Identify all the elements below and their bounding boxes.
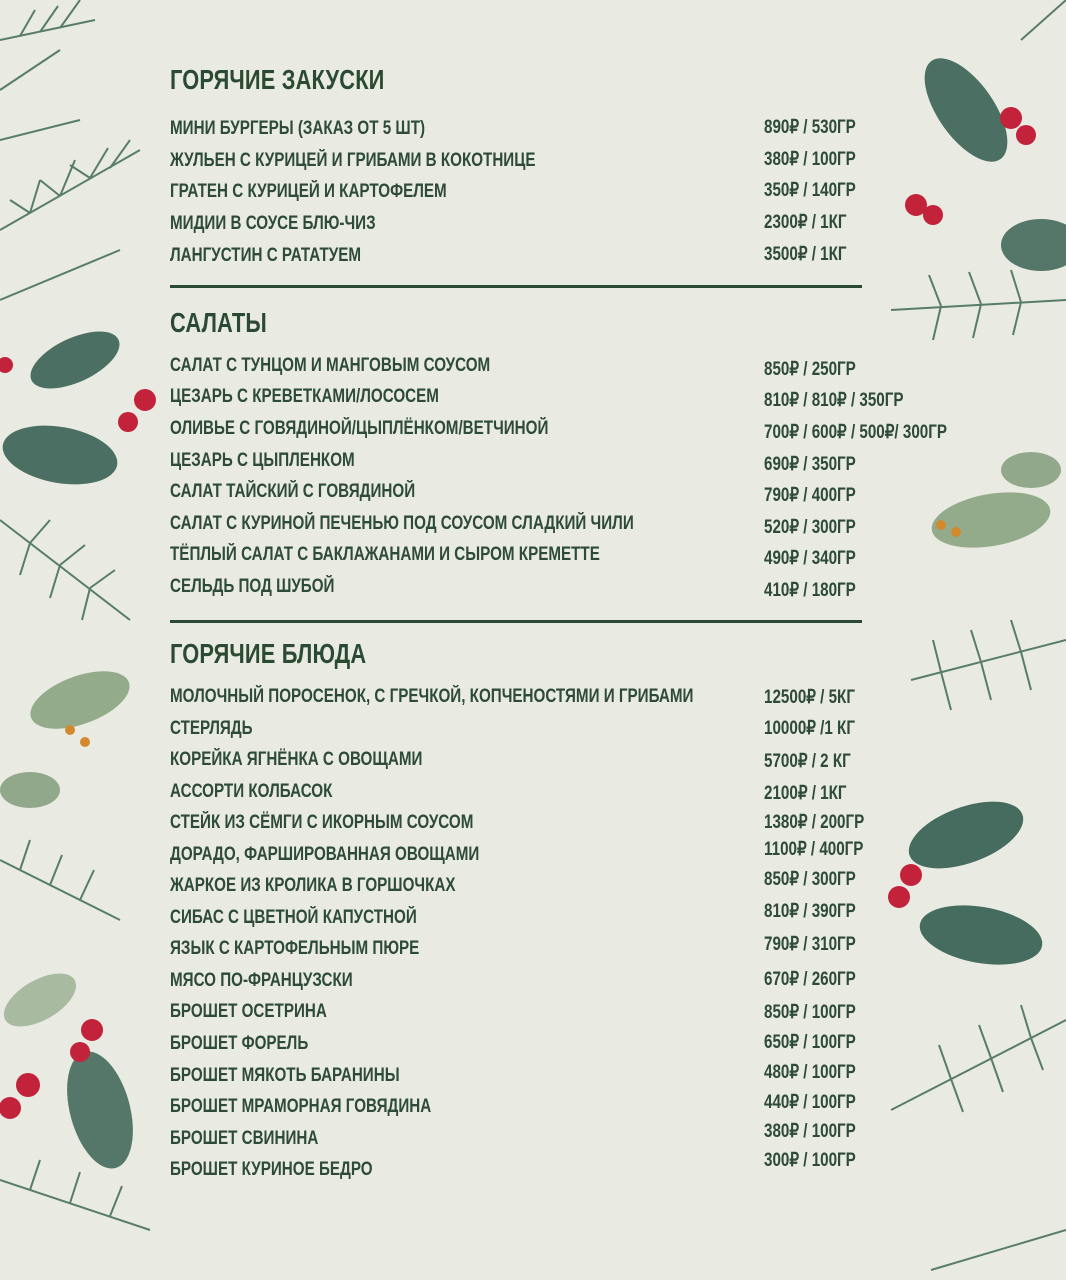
item-name: БРОШЕТ СВИНИНА [170, 1128, 319, 1149]
item-price: 850₽ / 300ГР [764, 869, 856, 890]
item-price: 10000₽ /1 КГ [764, 718, 855, 739]
item-name: ЖУЛЬЕН С КУРИЦЕЙ И ГРИБАМИ В КОКОТНИЦЕ [170, 150, 536, 171]
item-name: СТЕРЛЯДЬ [170, 718, 253, 739]
item-name: БРОШЕТ МРАМОРНАЯ ГОВЯДИНА [170, 1096, 432, 1117]
section-title-hot-appetizers: ГОРЯЧИЕ ЗАКУСКИ [170, 64, 385, 95]
item-name: СЕЛЬДЬ ПОД ШУБОЙ [170, 576, 335, 597]
section-divider [170, 620, 862, 623]
item-name: ЦЕЗАРЬ С ЦЫПЛЕНКОМ [170, 450, 355, 471]
item-price: 850₽ / 100ГР [764, 1002, 856, 1023]
item-name: ТЁПЛЫЙ САЛАТ С БАКЛАЖАНАМИ И СЫРОМ КРЕМЕТТЕ [170, 544, 600, 565]
item-price: 520₽ / 300ГР [764, 517, 856, 538]
item-name: ЯЗЫК С КАРТОФЕЛЬНЫМ ПЮРЕ [170, 938, 420, 959]
item-name: ДОРАДО, ФАРШИРОВАННАЯ ОВОЩАМИ [170, 844, 480, 865]
item-price: 1100₽ / 400ГР [764, 839, 864, 860]
item-price: 300₽ / 100ГР [764, 1150, 856, 1171]
item-name: БРОШЕТ ФОРЕЛЬ [170, 1033, 309, 1054]
item-price: 790₽ / 400ГР [764, 485, 856, 506]
item-name: МИНИ БУРГЕРЫ (ЗАКАЗ ОТ 5 ШТ) [170, 118, 426, 139]
item-name: САЛАТ С ТУНЦОМ И МАНГОВЫМ СОУСОМ [170, 355, 491, 376]
item-name: САЛАТ С КУРИНОЙ ПЕЧЕНЬЮ ПОД СОУСОМ СЛАДКИЙ ЧИЛИ [170, 513, 634, 534]
item-price: 1380₽ / 200ГР [764, 812, 865, 833]
item-price: 850₽ / 250ГР [764, 359, 856, 380]
item-name: БРОШЕТ ОСЕТРИНА [170, 1001, 327, 1022]
item-name: САЛАТ ТАЙСКИЙ С ГОВЯДИНОЙ [170, 481, 416, 502]
section-divider [170, 285, 862, 288]
item-name: ЖАРКОЕ ИЗ КРОЛИКА В ГОРШОЧКАХ [170, 875, 456, 896]
item-price: 2300₽ / 1КГ [764, 212, 847, 233]
item-price: 440₽ / 100ГР [764, 1092, 856, 1113]
item-price: 650₽ / 100ГР [764, 1032, 856, 1053]
item-name: ОЛИВЬЕ С ГОВЯДИНОЙ/ЦЫПЛЁНКОМ/ВЕТЧИНОЙ [170, 418, 549, 439]
item-price: 350₽ / 140ГР [764, 180, 856, 201]
item-name: АССОРТИ КОЛБАСОК [170, 781, 333, 802]
item-price: 12500₽ / 5КГ [764, 687, 855, 708]
item-price: 810₽ / 390ГР [764, 901, 856, 922]
item-price: 2100₽ / 1КГ [764, 783, 847, 804]
item-price: 890₽ / 530ГР [764, 117, 856, 138]
item-name: ГРАТЕН С КУРИЦЕЙ И КАРТОФЕЛЕМ [170, 181, 447, 202]
left-botanical-decoration [0, 0, 165, 1280]
menu-page [170, 0, 990, 1280]
item-name: МЯСО ПО-ФРАНЦУЗСКИ [170, 970, 353, 991]
item-price: 3500₽ / 1КГ [764, 244, 847, 265]
item-price: 410₽ / 180ГР [764, 580, 856, 601]
item-name: МОЛОЧНЫЙ ПОРОСЕНОК, С ГРЕЧКОЙ, КОПЧЕНОСТЯМИ И ГРИБАМИ [170, 686, 694, 707]
item-name: СТЕЙК ИЗ СЁМГИ С ИКОРНЫМ СОУСОМ [170, 812, 474, 833]
item-name: БРОШЕТ КУРИНОЕ БЕДРО [170, 1159, 373, 1180]
item-name: БРОШЕТ МЯКОТЬ БАРАНИНЫ [170, 1065, 400, 1086]
item-price: 490₽ / 340ГР [764, 548, 856, 569]
item-price: 380₽ / 100ГР [764, 149, 856, 170]
item-name: МИДИИ В СОУСЕ БЛЮ-ЧИЗ [170, 213, 376, 234]
item-price: 700₽ / 600₽ / 500₽/ 300ГР [764, 422, 947, 443]
section-title-hot-dishes: ГОРЯЧИЕ БЛЮДА [170, 638, 367, 669]
item-name: КОРЕЙКА ЯГНЁНКА С ОВОЩАМИ [170, 749, 423, 770]
item-price: 790₽ / 310ГР [764, 934, 856, 955]
section-title-salads: САЛАТЫ [170, 307, 267, 338]
item-name: СИБАС С ЦВЕТНОЙ КАПУСТНОЙ [170, 907, 417, 928]
item-price: 5700₽ / 2 КГ [764, 751, 851, 772]
item-name: ЦЕЗАРЬ С КРЕВЕТКАМИ/ЛОСОСЕМ [170, 386, 439, 407]
item-price: 810₽ / 810₽ / 350ГР [764, 390, 904, 411]
item-price: 380₽ / 100ГР [764, 1121, 856, 1142]
item-price: 690₽ / 350ГР [764, 454, 856, 475]
item-price: 480₽ / 100ГР [764, 1062, 856, 1083]
item-price: 670₽ / 260ГР [764, 969, 856, 990]
item-name: ЛАНГУСТИН С РАТАТУЕМ [170, 245, 362, 266]
